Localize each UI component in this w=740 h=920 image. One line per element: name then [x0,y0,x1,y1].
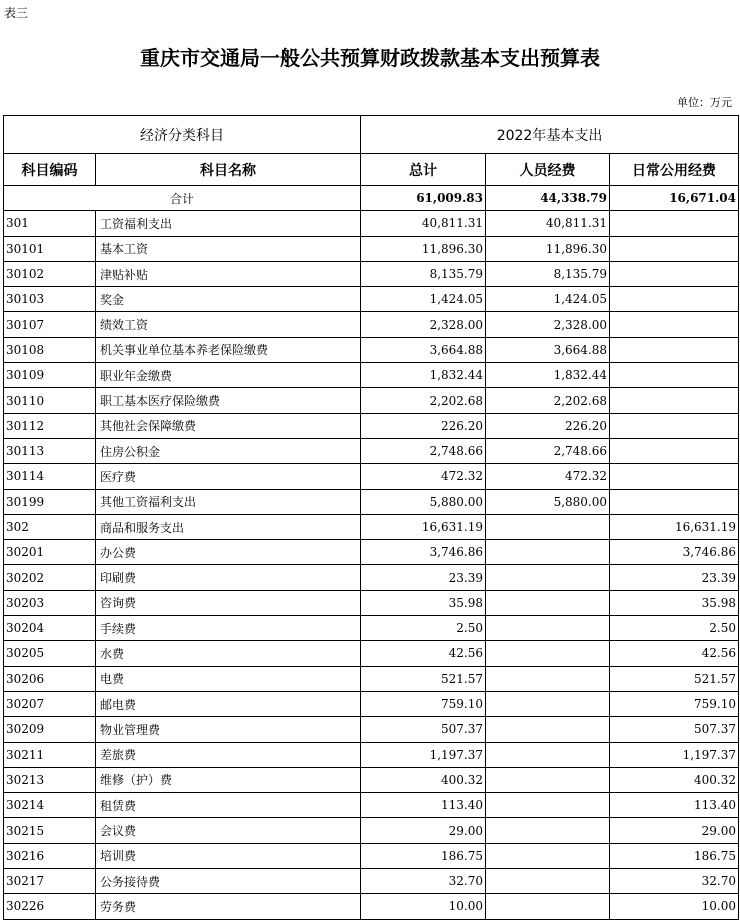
row-name: 职业年金缴费 [96,363,361,388]
row-public [610,363,739,388]
row-code: 30207 [4,691,96,716]
row-code: 30199 [4,489,96,514]
row-code: 30206 [4,666,96,691]
table-row [4,894,739,919]
row-total: 23.39 [361,565,486,590]
row-code: 30101 [4,236,96,261]
row-public: 507.37 [610,717,739,742]
table-row [4,793,739,818]
row-public [610,464,739,489]
row-public: 35.98 [610,590,739,615]
row-total: 5,880.00 [361,489,486,514]
row-personnel [486,717,610,742]
header-name: 科目名称 [96,154,361,186]
row-public: 3,746.86 [610,540,739,565]
table-row [4,312,739,337]
row-name: 差旅费 [96,742,361,767]
row-personnel: 226.20 [486,413,610,438]
table-row [4,767,739,792]
row-code: 30226 [4,894,96,919]
row-code: 30217 [4,869,96,894]
header-public: 日常公用经费 [610,154,739,186]
row-total: 40,811.31 [361,211,486,236]
row-public: 42.56 [610,641,739,666]
table-row [4,489,739,514]
row-name: 水费 [96,641,361,666]
row-personnel: 2,328.00 [486,312,610,337]
row-name: 奖金 [96,287,361,312]
row-public: 1,197.37 [610,742,739,767]
header-total: 总计 [361,154,486,186]
row-public [610,287,739,312]
row-total: 186.75 [361,843,486,868]
row-code: 30103 [4,287,96,312]
row-name: 印刷费 [96,565,361,590]
budget-table-body [4,116,739,920]
row-total: 2.50 [361,616,486,641]
row-total: 32.70 [361,869,486,894]
row-code: 30102 [4,261,96,286]
row-total: 759.10 [361,691,486,716]
row-code: 30204 [4,616,96,641]
row-personnel [486,793,610,818]
row-name: 商品和服务支出 [96,514,361,539]
row-public [610,489,739,514]
table-row [4,641,739,666]
row-name: 培训费 [96,843,361,868]
row-name: 办公费 [96,540,361,565]
row-public [610,337,739,362]
row-name: 其他工资福利支出 [96,489,361,514]
unit-label: 单位：万元 [677,96,732,109]
row-name: 工资福利支出 [96,211,361,236]
table-row [4,464,739,489]
row-public: 759.10 [610,691,739,716]
row-personnel: 8,135.79 [486,261,610,286]
table-row [4,540,739,565]
table-row [4,691,739,716]
row-code: 30108 [4,337,96,362]
budget-table [3,115,739,920]
row-code: 30202 [4,565,96,590]
row-total: 3,664.88 [361,337,486,362]
row-total: 35.98 [361,590,486,615]
row-name: 住房公积金 [96,438,361,463]
row-personnel: 3,664.88 [486,337,610,362]
row-public [610,312,739,337]
row-total: 400.32 [361,767,486,792]
row-name: 绩效工资 [96,312,361,337]
row-total: 1,832.44 [361,363,486,388]
row-code: 30107 [4,312,96,337]
row-total: 3,746.86 [361,540,486,565]
row-public [610,236,739,261]
table-row [4,337,739,362]
row-personnel: 2,748.66 [486,438,610,463]
row-total: 521.57 [361,666,486,691]
row-personnel: 40,811.31 [486,211,610,236]
row-total: 113.40 [361,793,486,818]
total-row [4,186,739,211]
row-code: 302 [4,514,96,539]
table-row [4,590,739,615]
row-personnel: 472.32 [486,464,610,489]
table-row [4,438,739,463]
table-row [4,514,739,539]
row-code: 30211 [4,742,96,767]
row-name: 公务接待费 [96,869,361,894]
row-personnel [486,641,610,666]
row-total: 507.37 [361,717,486,742]
row-total: 8,135.79 [361,261,486,286]
row-total: 11,896.30 [361,236,486,261]
header-economic-classification: 经济分类科目 [4,116,361,154]
table-row [4,287,739,312]
row-code: 30213 [4,767,96,792]
row-public [610,388,739,413]
total-total: 61,009.83 [361,186,486,211]
row-personnel [486,616,610,641]
row-code: 30201 [4,540,96,565]
row-code: 30209 [4,717,96,742]
row-code: 30112 [4,413,96,438]
table-row [4,236,739,261]
row-total: 2,202.68 [361,388,486,413]
row-name: 其他社会保障缴费 [96,413,361,438]
row-public: 400.32 [610,767,739,792]
table-row [4,717,739,742]
row-code: 30203 [4,590,96,615]
row-name: 机关事业单位基本养老保险缴费 [96,337,361,362]
row-personnel [486,742,610,767]
row-public: 32.70 [610,869,739,894]
table-row [4,616,739,641]
row-personnel [486,843,610,868]
row-personnel [486,767,610,792]
row-name: 基本工资 [96,236,361,261]
row-personnel: 2,202.68 [486,388,610,413]
table-label: 表三 [4,6,29,20]
row-total: 1,197.37 [361,742,486,767]
row-name: 会议费 [96,818,361,843]
row-total: 10.00 [361,894,486,919]
header-column-row [4,154,739,186]
table-row [4,818,739,843]
total-personnel: 44,338.79 [486,186,610,211]
row-total: 29.00 [361,818,486,843]
row-name: 租赁费 [96,793,361,818]
row-public: 16,631.19 [610,514,739,539]
table-row [4,666,739,691]
table-row [4,211,739,236]
row-name: 物业管理费 [96,717,361,742]
table-row [4,261,739,286]
row-code: 30214 [4,793,96,818]
row-public: 23.39 [610,565,739,590]
row-total: 1,424.05 [361,287,486,312]
row-public [610,413,739,438]
row-personnel [486,818,610,843]
row-total: 2,328.00 [361,312,486,337]
row-public: 2.50 [610,616,739,641]
row-code: 30109 [4,363,96,388]
row-personnel [486,869,610,894]
row-public: 113.40 [610,793,739,818]
row-total: 42.56 [361,641,486,666]
table-row [4,869,739,894]
row-code: 301 [4,211,96,236]
row-personnel: 11,896.30 [486,236,610,261]
row-name: 劳务费 [96,894,361,919]
row-name: 电费 [96,666,361,691]
row-name: 邮电费 [96,691,361,716]
row-name: 职工基本医疗保险缴费 [96,388,361,413]
header-code: 科目编码 [4,154,96,186]
row-total: 472.32 [361,464,486,489]
header-personnel: 人员经费 [486,154,610,186]
row-public: 10.00 [610,894,739,919]
row-name: 咨询费 [96,590,361,615]
header-basic-expenditure: 2022年基本支出 [361,116,739,154]
row-code: 30216 [4,843,96,868]
table-row [4,742,739,767]
row-name: 津贴补贴 [96,261,361,286]
table-row [4,565,739,590]
row-code: 30215 [4,818,96,843]
row-personnel [486,540,610,565]
row-personnel [486,666,610,691]
table-row [4,413,739,438]
page-title: 重庆市交通局一般公共预算财政拨款基本支出预算表 [140,46,600,70]
row-personnel [486,894,610,919]
row-public: 29.00 [610,818,739,843]
row-code: 30114 [4,464,96,489]
row-public [610,438,739,463]
table-row [4,843,739,868]
table-row [4,363,739,388]
row-total: 226.20 [361,413,486,438]
row-personnel [486,514,610,539]
total-label: 合计 [4,186,361,211]
row-personnel: 1,424.05 [486,287,610,312]
row-name: 手续费 [96,616,361,641]
row-code: 30110 [4,388,96,413]
row-code: 30113 [4,438,96,463]
row-code: 30205 [4,641,96,666]
total-public: 16,671.04 [610,186,739,211]
row-total: 2,748.66 [361,438,486,463]
row-personnel: 1,832.44 [486,363,610,388]
row-total: 16,631.19 [361,514,486,539]
row-public [610,261,739,286]
row-name: 维修（护）费 [96,767,361,792]
row-public: 186.75 [610,843,739,868]
row-personnel [486,590,610,615]
header-group-row [4,116,739,154]
row-personnel [486,691,610,716]
row-personnel: 5,880.00 [486,489,610,514]
table-row [4,388,739,413]
row-public: 521.57 [610,666,739,691]
row-personnel [486,565,610,590]
row-public [610,211,739,236]
row-name: 医疗费 [96,464,361,489]
